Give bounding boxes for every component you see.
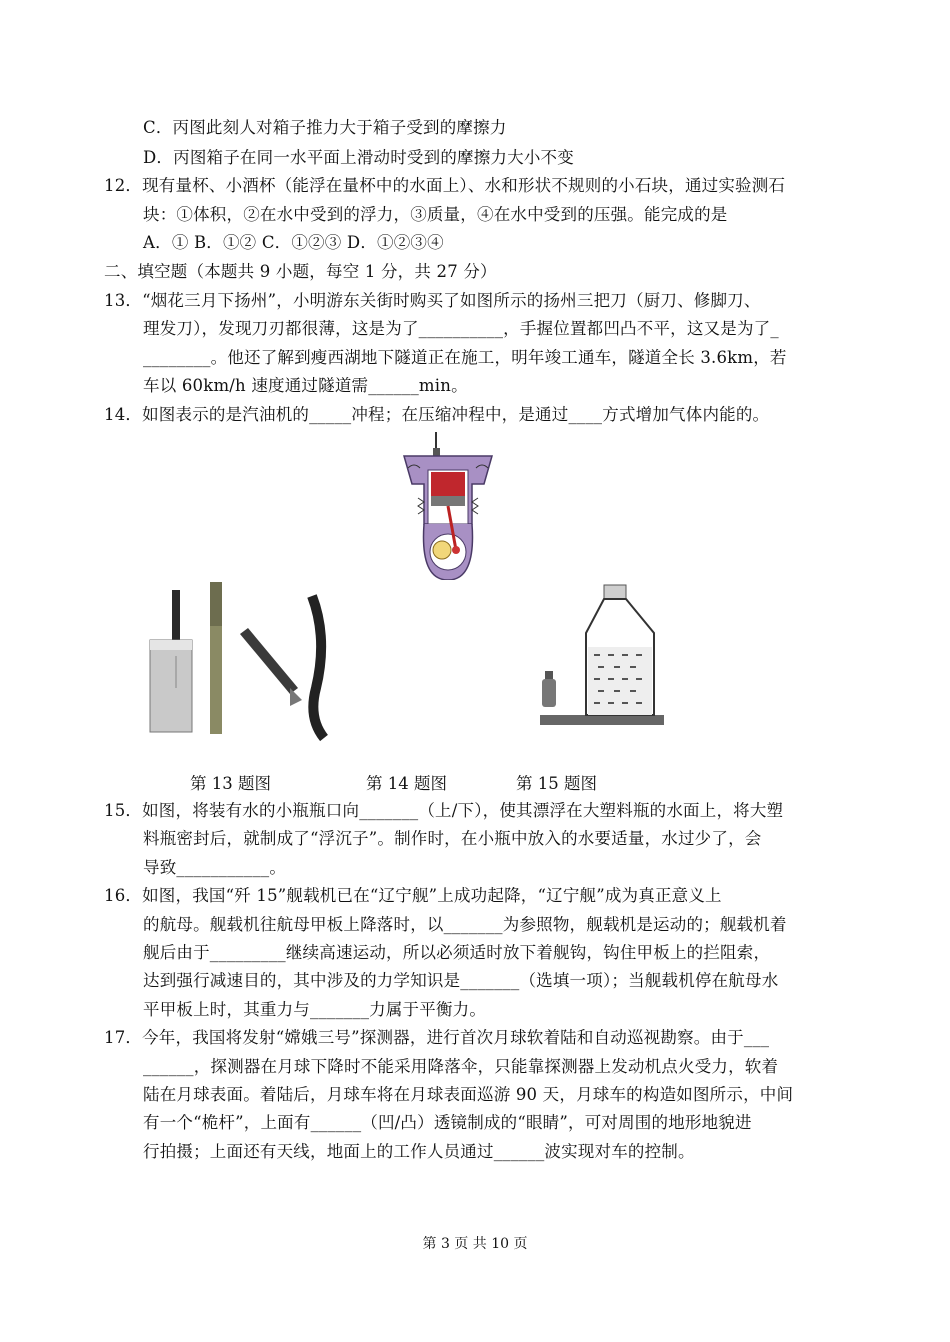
question-13-line-2: 理发刀），发现刀刃都很薄，这是为了__________，手握位置都凹凸不平，这又是为了_ [143,319,779,338]
question-17-line-3: 陆在月球表面。着陆后，月球车将在月球表面巡游 90 天，月球车的构造如图所示，中间 [143,1085,794,1104]
question-13-line-1: 13．“烟花三月下扬州”，小明游东关街时购买了如图所示的扬州三把刀（厨刀、修脚刀、 [104,291,761,310]
question-16-line-3: 舰后由于_________继续高速运动，所以必须适时放下着舰钩，钩住甲板上的拦阻索， [143,943,771,962]
question-15-line-3: 导致___________。 [143,858,287,877]
engine-figure [398,432,498,580]
question-17-line-5: 行拍摄；上面还有天线，地面上的工作人员通过______波实现对车的控制。 [143,1142,695,1161]
question-13-line-4: 车以 60km/h 速度通过隧道需______min。 [143,376,468,395]
section-heading: 二、填空题（本题共 9 小题，每空 1 分，共 27 分） [104,262,497,281]
question-12-line-2: 块：①体积，②在水中受到的浮力，③质量，④在水中受到的压强。能完成的是 [143,205,728,224]
option-c-line: C．丙图此刻人对箱子推力大于箱子受到的摩擦力 [143,118,507,137]
question-16-line-2: 的航母。舰载机往航母甲板上降落时，以_______为参照物，舰载机是运动的；舰载机着 [143,915,787,934]
question-16-line-5: 平甲板上时，其重力与_______力属于平衡力。 [143,1000,487,1019]
question-17-line-2: ______，探测器在月球下降时不能采用降落伞，只能靠探测器上发动机点火受力，软着 [143,1057,779,1076]
question-16-line-4: 达到强行减速目的，其中涉及的力学知识是_______（选填一项）；当舰载机停在航母水 [143,971,779,990]
question-15-line-1: 15．如图，将装有水的小瓶瓶口向_______（上/下），使其漂浮在大塑料瓶的水面上，将大塑 [104,801,784,820]
question-13-line-3: ________。他还了解到瘦西湖地下隧道正在施工，明年竣工通车，隧道全长 3.6km，若 [143,348,787,367]
caption-figure-13: 第 13 题图 [190,774,271,793]
page-footer: 第 3 页 共 10 页 [422,1236,528,1252]
option-d-line: D．丙图箱子在同一水平面上滑动时受到的摩擦力大小不变 [143,148,574,167]
question-17-line-4: 有一个“桅杆”，上面有______（凹/凸）透镜制成的“眼睛”，可对周围的地形地貌进 [143,1113,752,1132]
question-15-line-2: 料瓶密封后，就制成了“浮沉子”。制作时，在小瓶中放入的水要适量，水过少了，会 [143,829,762,848]
caption-figure-15: 第 15 题图 [516,774,597,793]
question-16-line-1: 16．如图，我国“歼 15”舰载机已在“辽宁舰”上成功起降，“辽宁舰”成为真正意义上 [104,886,722,905]
bottle-figure [536,583,666,728]
question-12-options: A．① B．①② C．①②③ D．①②③④ [143,233,444,252]
question-12-line-1: 12．现有量杯、小酒杯（能浮在量杯中的水面上）、水和形状不规则的小石块，通过实验测石 [104,176,786,195]
question-17-line-1: 17．今年，我国将发射“嫦娥三号”探测器，进行首次月球软着陆和自动巡视勘察。由于___ [104,1028,770,1047]
caption-figure-14: 第 14 题图 [366,774,447,793]
knives-figure [140,578,340,743]
question-14-line-1: 14．如图表示的是汽油机的_____冲程；在压缩冲程中，是通过____方式增加气体内能的。 [104,405,770,424]
